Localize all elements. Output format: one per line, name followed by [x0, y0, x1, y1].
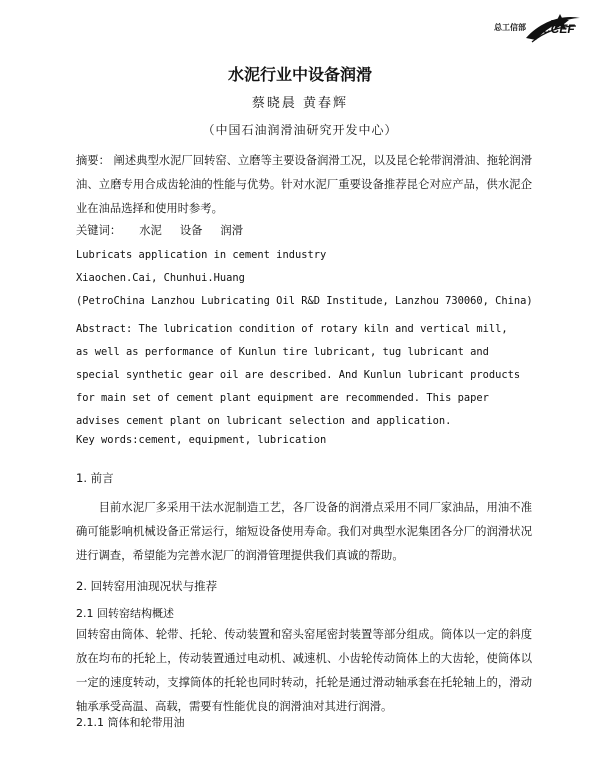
publisher-logo: [470, 8, 588, 48]
section-heading-2-1-1: 2.1.1 筒体和轮带用油: [76, 716, 185, 729]
abstract-cn-label: 摘要：: [76, 154, 110, 167]
keyword-cn: 水泥: [139, 224, 162, 237]
keyword-cn: 润滑: [220, 224, 244, 237]
logo-brand: CCEF: [542, 22, 575, 36]
keywords-cn-label: 关键词：: [76, 224, 122, 237]
abstract-cn: [76, 149, 532, 221]
logo-text: 总工信部: [494, 23, 526, 32]
keywords-cn: [76, 221, 243, 241]
section-1-paragraph: 目前水泥厂多采用干法水泥制造工艺，各厂设备的润滑点采用不同厂家油品，用油不准确可能影响机械设备正常运行，缩短设备使用寿命。我们对典型水泥集团各分厂的润滑状况进行调查，希望能为完善水泥厂的润滑管理提供我们真诚的帮助。: [76, 501, 532, 562]
section-2-1-paragraph: 回转窑由筒体、轮带、托轮、传动装置和窑头窑尾密封装置等部分组成。筒体以一定的斜度放在均布的托轮上，传动装置通过电动机、减速机、小齿轮传动筒体上的大齿轮，使筒体以一定的速度转动，支撑筒体的托轮也同时转动，托轮是通过滑动轴承套在托轮轴上的，滑动轴承承受高温、高载，需要有性能优良的润滑油对其进行润滑。: [76, 628, 532, 713]
abstract-cn-text: 阐述典型水泥厂回转窑、立磨等主要设备润滑工况，以及昆仑轮带润滑油、拖轮润滑油、立磨专用合成齿轮油的性能与优势。针对水泥厂重要设备推荐昆仑对应产品，供水泥企业在油品选择和使用时参考。: [76, 154, 532, 215]
section-heading-1: 1. 前言: [76, 471, 114, 485]
section-heading-2-1: 2.1 回转窑结构概述: [76, 607, 174, 620]
keyword-cn: 设备: [179, 224, 203, 237]
paper-title: 水泥行业中设备润滑: [227, 65, 372, 84]
english-title: Lubricats application in cement industry: [76, 249, 327, 261]
english-abstract: Abstract: The lubrication condition of rotary kiln and vertical mill, as well as performance of Kunlun tire lubricant, tug lubricant and special synthetic gear oil are described. And Kunlun lubricant products for main set of cement plant equipment are recommended. This paper advises cement plant on lubricant selection and application.: [76, 323, 521, 427]
english-affiliation: (PetroChina Lanzhou Lubricating Oil R&D Institude, Lanzhou 730060, China): [76, 295, 533, 307]
affiliation: （中国石油润滑油研究开发中心）: [202, 123, 398, 137]
english-authors: Xiaochen.Cai, Chunhui.Huang: [76, 272, 245, 284]
section-heading-2: 2. 回转窑用油现况状与推荐: [76, 579, 218, 593]
english-keywords: Key words:cement, equipment, lubrication: [76, 434, 327, 446]
authors: 蔡晓晨 黄春辉: [251, 96, 349, 111]
